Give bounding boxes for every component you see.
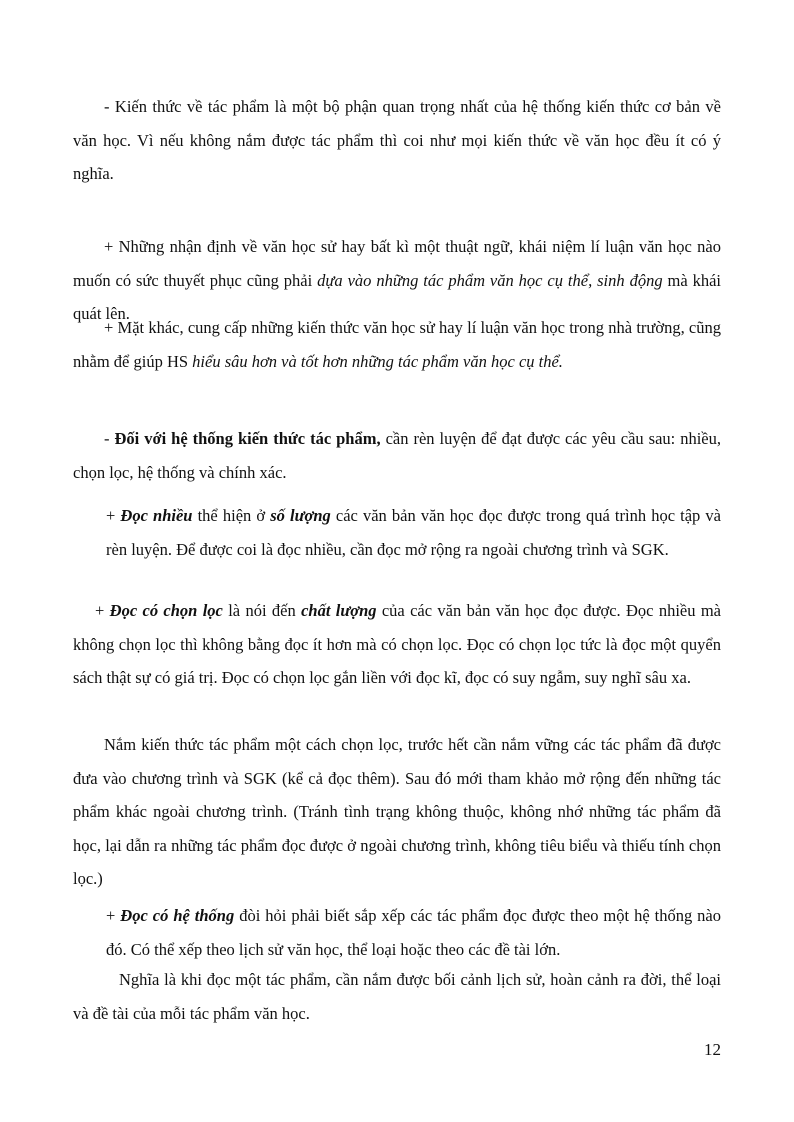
paragraph-mat-khac: + Mặt khác, cung cấp những kiến thức văn học sử hay lí luận văn học trong nhà trường, cũng nhằm để giúp HS hiểu sâu hơn và tốt hơn những tác phẩm văn học cụ thể.	[73, 318, 721, 371]
paragraph-doc-chon-loc: + Đọc có chọn lọc là nói đến chất lượng của các văn bản văn học đọc được. Đọc nhiều mà không chọn lọc thì không bằng đọc ít hơn mà có chọn lọc. Đọc có chọn lọc tức là đọc một quyển sách thật sự có giá trị. Đọc có chọn lọc gắn liền với đọc kĩ, đọc có suy ngẫm, suy nghĩ sâu xa.	[73, 601, 721, 687]
italic-phrase: hiểu sâu hơn và tốt hơn những tác phẩm văn học cụ thể.	[192, 351, 563, 371]
paragraph-nam-kien-thuc: Nắm kiến thức tác phẩm một cách chọn lọc, trước hết cần nắm vững các tác phẩm đã được đưa vào chương trình và SGK (kể cả đọc thêm). Sau đó mới tham khảo mở rộng đến những tác phẩm khác ngoài chương trình. (Tránh tình trạng không thuộc, không nhớ những tác phẩm đã học, lại dẫn ra những tác phẩm đọc được ở ngoài chương trình, không tiêu biểu và thiếu tính chọn lọc.)	[73, 735, 721, 888]
paragraph-doc-nhieu: + Đọc nhiều thể hiện ở số lượng các văn bản văn học đọc được trong quá trình học tập và rèn luyện. Để được coi là đọc nhiều, cần đọc mở rộng ra ngoài chương trình và SGK.	[106, 506, 721, 559]
bold-italic-term: Đọc có hệ thống	[120, 906, 235, 925]
italic-phrase: dựa vào những tác phẩm văn học cụ thể, sinh động	[317, 270, 663, 290]
bold-italic-term: Đọc có chọn lọc	[109, 601, 223, 620]
page-number: 12	[704, 1040, 721, 1059]
paragraph-he-thong-tac-pham: - Đối với hệ thống kiến thức tác phẩm, cần rèn luyện để đạt được các yêu cầu sau: nhiều, chọn lọc, hệ thống và chính xác.	[73, 429, 721, 482]
bold-heading: Đối với hệ thống kiến thức tác phẩm,	[114, 429, 381, 448]
bold-italic-term: số lượng	[270, 506, 331, 525]
bold-italic-term: chất lượng	[301, 601, 377, 620]
paragraph-tac-pham-importance: - Kiến thức về tác phẩm là một bộ phận quan trọng nhất của hệ thống kiến thức cơ bản về văn học. Vì nếu không nắm được tác phẩm thì coi như mọi kiến thức về văn học đều ít có ý nghĩa.	[73, 97, 721, 183]
paragraph-doc-he-thong: + Đọc có hệ thống đòi hỏi phải biết sắp xếp các tác phẩm đọc được theo một hệ thống nào đó. Có thể xếp theo lịch sử văn học, thể loại hoặc theo các đề tài lớn.	[106, 906, 722, 959]
paragraph-nghia-la: Nghĩa là khi đọc một tác phẩm, cần nắm được bối cảnh lịch sử, hoàn cảnh ra đời, thể loại và đề tài của mỗi tác phẩm văn học.	[73, 970, 721, 1023]
bold-italic-term: Đọc nhiều	[120, 506, 193, 525]
paragraph-nhan-dinh: + Những nhận định về văn học sử hay bất kì một thuật ngữ, khái niệm lí luận văn học nào muốn có sức thuyết phục cũng phải dựa vào những tác phẩm văn học cụ thể, sinh động mà khái quát lên.	[73, 237, 721, 323]
